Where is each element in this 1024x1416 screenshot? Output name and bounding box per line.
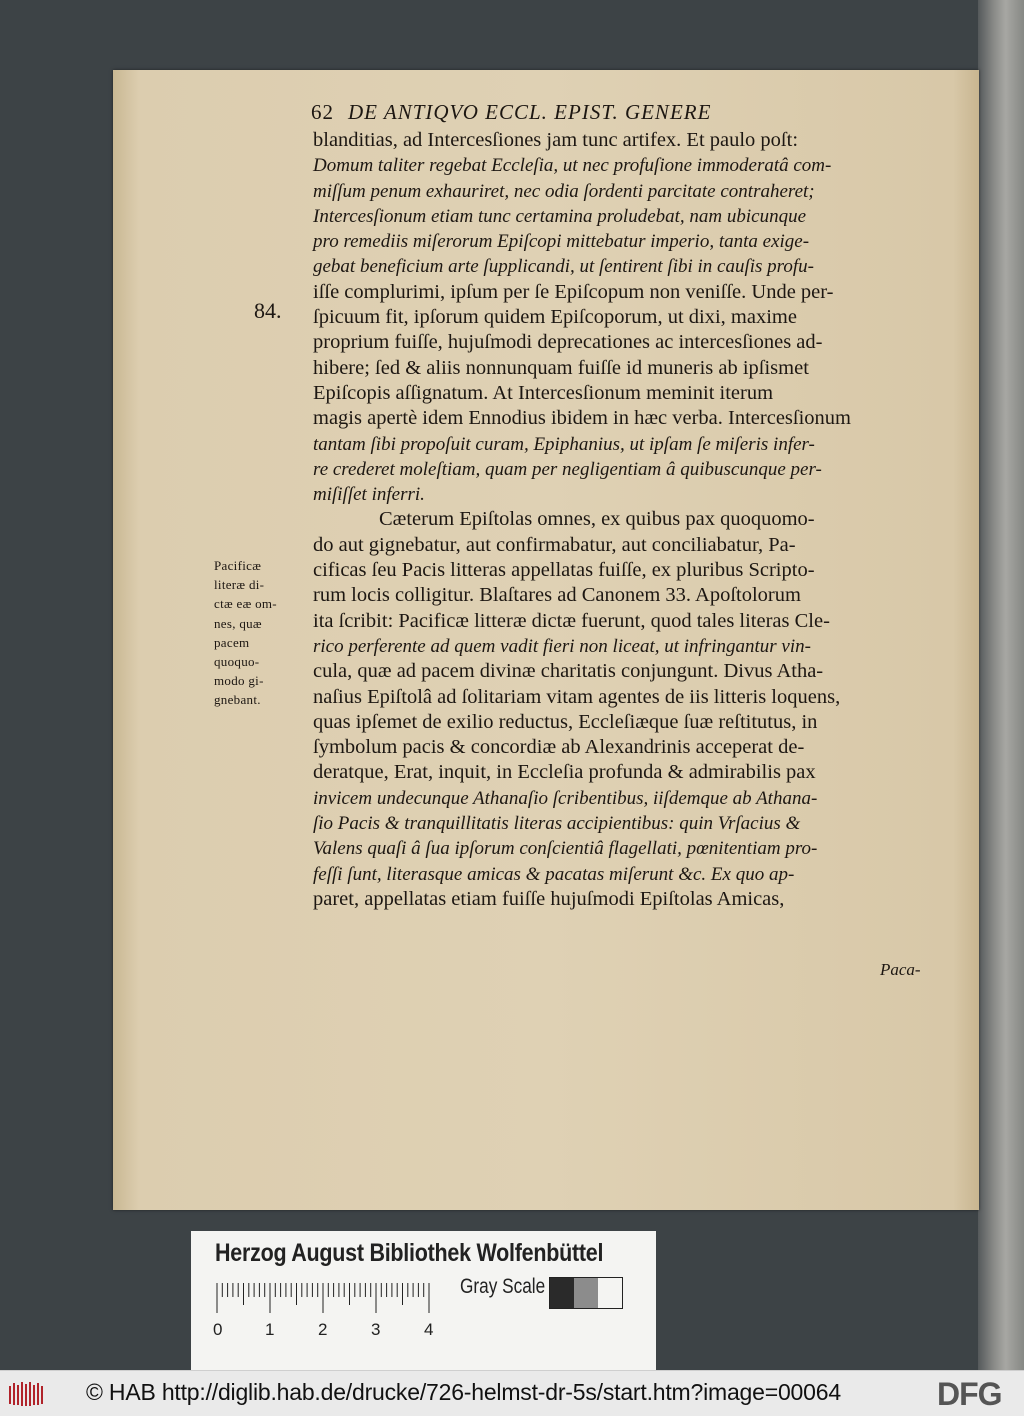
scan-board-edge (978, 0, 1024, 1370)
text-line: re crederet moleſtiam, quam per negligentiam â quibuscunque per- (313, 458, 822, 480)
text-line: ſio Pacis & tranquillitatis literas accipientibus: quin Vrſacius & (313, 813, 801, 835)
text-line: ita ſcribit: Pacificæ litteræ dictæ fuerunt, quod tales literas Cle- (313, 609, 830, 632)
ruler-number: 4 (424, 1320, 434, 1339)
margin-note-line: modo gi- (214, 673, 264, 689)
text-line: naſius Epiſtolâ ad ſolitariam vitam agentes de iis litteris loquens, (313, 685, 841, 708)
text-line: paret, appellatas etiam fuiſſe hujuſmodi Epiſtolas Amicas, (313, 887, 785, 910)
margin-number: 84. (254, 298, 282, 323)
text-line: feſſi ſunt, literasque amicas & pacatas miſerunt &c. Ex quo ap- (313, 863, 795, 885)
text-line: tantam ſibi propoſuit curam, Epiphanius, ut ipſam ſe miſeris infer- (313, 433, 815, 455)
running-title: DE ANTIQVO ECCL. EPIST. GENERE (348, 100, 712, 124)
gray-swatch-mid (574, 1278, 598, 1308)
ruler-scale (215, 1281, 435, 1341)
running-header (311, 100, 711, 125)
text-line: blanditias, ad Intercesſiones jam tunc artifex. Et paulo poſt: (313, 129, 799, 151)
text-line: miſiſſet inferri. (313, 484, 425, 506)
margin-note-line: nes, quæ (214, 615, 262, 631)
catchword: Paca- (880, 960, 921, 979)
text-line: pro remediis miſerorum Epiſcopi mittebatur imperio, tanta exige- (313, 231, 810, 253)
text-line: Cæterum Epiſtolas omnes, ex quibus pax quoquomo- (379, 508, 815, 531)
text-line: Epiſcopis aſſignatum. At Intercesſionum meminit iterum (313, 381, 774, 404)
text-line: miſſum penum exhauriret, nec odia ſordenti parcitate contraheret; (313, 180, 815, 202)
margin-note (214, 556, 294, 710)
margin-note-line: pacem (214, 634, 250, 650)
text-line: cula, quæ ad pacem divinæ charitatis conjungunt. Divus Atha- (313, 660, 824, 683)
text-line: rico perferente ad quem vadit fieri non liceat, ut infringantur vin- (313, 635, 811, 657)
margin-note-line: gnebant. (214, 692, 261, 708)
margin-note-line: quoquo- (214, 653, 260, 669)
hab-logo-icon (8, 1380, 48, 1408)
text-line: deratque, Erat, inquit, in Eccleſia profunda & admirabilis pax (313, 761, 816, 784)
text-line: hibere; ſed & aliis nonnunquam fuiſſe id muneris ab ipſismet (313, 356, 809, 379)
text-line: Valens quaſi â ſua ipſorum conſcientiâ flagellati, pœnitentiam pro- (313, 838, 818, 860)
gray-swatch-dark (550, 1278, 574, 1308)
gray-swatch-light (598, 1278, 622, 1308)
gray-scale-swatches (549, 1277, 623, 1309)
text-line: cificas ſeu Pacis litteras appellatas fuiſſe, ex pluribus Scripto- (313, 559, 815, 582)
gray-scale-label: Gray Scale (460, 1275, 546, 1298)
body-text (313, 128, 945, 912)
text-line: do aut gignebatur, aut confirmabatur, aut conciliabatur, Pa- (313, 533, 796, 556)
margin-note-line: ctæ eæ om- (214, 596, 277, 612)
ruler-number: 3 (371, 1320, 381, 1339)
text-line: quas ipſemet de exilio reductus, Eccleſiæque ſuæ reſtitutus, in (313, 710, 818, 733)
text-line: ſymbolum pacis & concordiæ ab Alexandrinis acceperat de- (313, 736, 805, 759)
library-color-card (191, 1231, 656, 1370)
copyright-link[interactable]: © HAB http://diglib.hab.de/drucke/726-helmst-dr-5s/start.htm?image=00064 (86, 1379, 841, 1405)
library-name: Herzog August Bibliothek Wolfenbüttel (215, 1239, 604, 1267)
margin-note-line: literæ di- (214, 577, 265, 593)
text-line: magis apertè idem Ennodius ibidem in hæc verba. Intercesſionum (313, 407, 851, 430)
text-line: proprium fuiſſe, hujuſmodi deprecationes ac intercesſiones ad- (313, 331, 823, 354)
text-line: ſpicuum fit, ipſorum quidem Epiſcoporum, ut dixi, maxime (313, 306, 797, 329)
text-line: iſſe complurimi, ipſum per ſe Epiſcopum non veniſſe. Unde per- (313, 280, 834, 303)
text-line: Intercesſionum etiam tunc certamina proludebat, nam ubicunque (313, 205, 807, 227)
text-line: gebat beneficium arte ſupplicandi, ut ſentirent ſibi in cauſis profu- (313, 256, 814, 278)
dfg-logo[interactable]: DFG (937, 1376, 1002, 1412)
footer-bar (0, 1370, 1024, 1416)
ruler-number: 0 (213, 1320, 223, 1339)
page-number: 62 (311, 100, 334, 124)
text-line: invicem undecunque Athanaſio ſcribentibus, iiſdemque ab Athana- (313, 787, 818, 809)
margin-note-line: Pacificæ (214, 558, 262, 573)
text-line: Domum taliter regebat Eccleſia, ut nec profuſione immoderatâ com- (313, 155, 832, 177)
ruler-number: 1 (265, 1320, 275, 1339)
ruler-number: 2 (318, 1320, 328, 1339)
text-line: rum locis colligitur. Blaſtares ad Canonem 33. Apoſtolorum (313, 584, 801, 607)
